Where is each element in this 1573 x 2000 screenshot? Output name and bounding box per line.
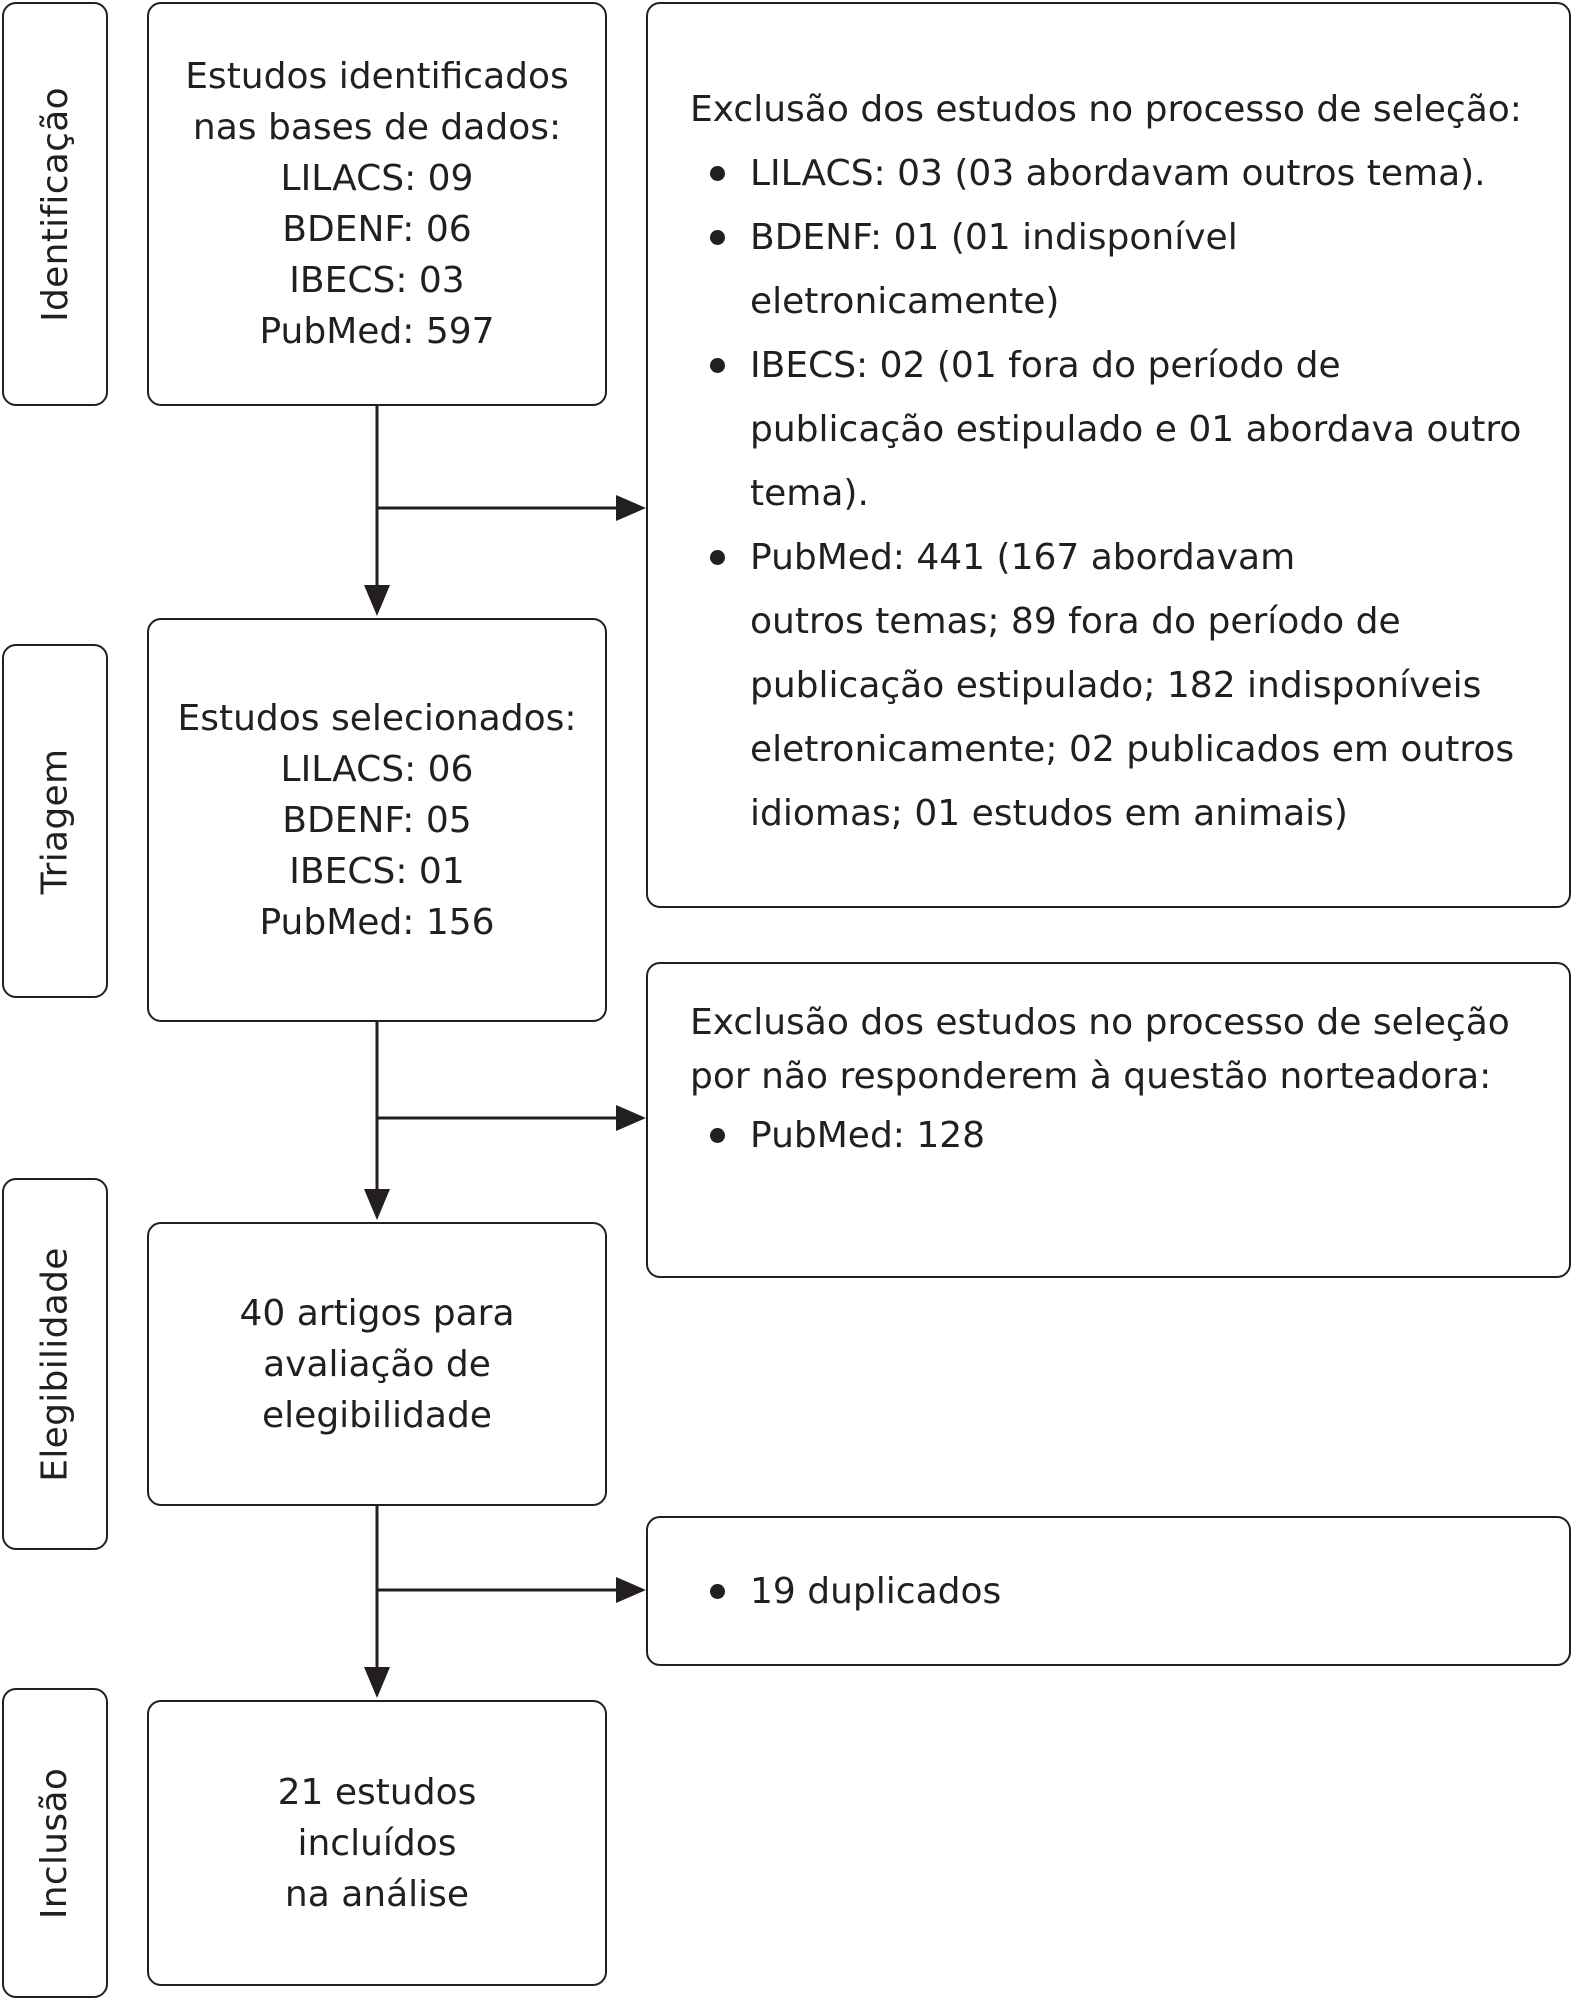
exclusion-item-line: 19 duplicados [750,1571,1002,1612]
exclusion2-list [700,1104,1551,1168]
selected-line: Estudos selecionados: [177,697,577,739]
phase-inclusao [2,1688,108,1998]
phase-inclusao-label: Inclusão [34,1767,76,1919]
phase-elegibilidade-label: Elegibilidade [34,1246,76,1482]
arrowhead-right [616,1577,646,1603]
exclusion-item-line: PubMed: 441 (167 abordavam [750,537,1296,578]
eligibility-box [147,1222,607,1506]
exclusion-item-line: LILACS: 03 (03 abordavam outros tema). [750,153,1486,194]
exclusion-box-duplicates [646,1516,1571,1666]
exclusion-item-line: publicação estipulado; 182 indisponíveis [750,665,1482,706]
selected-line: PubMed: 156 [259,901,495,943]
included-line: 21 estudos [277,1771,477,1813]
phase-identificacao [2,2,108,406]
identified-line: Estudos identificados [185,56,569,97]
eligibility-line: elegibilidade [262,1394,492,1436]
arrowhead-down [364,1667,390,1698]
identified-line: IBECS: 03 [289,260,465,301]
exclusion-box-guiding-question [646,962,1571,1278]
exclusion-item-pubmed [700,526,1551,846]
phase-triagem-label: Triagem [34,748,76,894]
exclusion3-item-duplicates [700,1560,1551,1624]
selected-studies-box [147,618,607,1022]
exclusion-item-line: tema). [750,473,869,514]
exclusion-item-line: publicação estipulado e 01 abordava outro [750,409,1522,450]
selected-line: IBECS: 01 [289,850,465,892]
included-line: incluídos [297,1822,457,1864]
eligibility-line: 40 artigos para [239,1292,515,1334]
exclusion-item-line: BDENF: 01 (01 indisponível [750,217,1238,258]
arrowhead-down [364,585,390,616]
selected-line: BDENF: 05 [282,799,472,841]
identified-line: BDENF: 06 [282,209,472,250]
phase-triagem [2,644,108,998]
exclusion2-heading-line: por não responderem à questão norteadora: [690,1056,1492,1097]
exclusion-item-bdenf [700,206,1551,334]
selected-line: LILACS: 06 [280,748,474,790]
exclusion-box-selection [646,2,1571,908]
identified-line: nas bases de dados: [192,107,562,148]
exclusion2-heading-line: Exclusão dos estudos no processo de seleção [690,1002,1510,1043]
identified-line: LILACS: 09 [280,158,474,199]
identified-line: PubMed: 597 [259,311,495,352]
exclusion-item-line: IBECS: 02 (01 fora do período de [750,345,1341,386]
included-line: na análise [284,1873,470,1915]
exclusion-item-line: idiomas; 01 estudos em animais) [750,793,1348,834]
eligibility-line: avaliação de [263,1343,491,1385]
exclusion-item-line: eletronicamente; 02 publicados em outros [750,729,1515,770]
arrowhead-right [616,1105,646,1131]
exclusion-list [700,142,1551,846]
exclusion-heading: Exclusão dos estudos no processo de seleção: [690,89,1522,130]
exclusion-item-line: PubMed: 128 [750,1115,986,1156]
included-box [147,1700,607,1986]
identified-studies-box [147,2,607,406]
exclusion3-list [700,1560,1551,1624]
phase-elegibilidade [2,1178,108,1550]
phase-identificacao-label: Identificação [34,86,76,322]
exclusion-item-lilacs [700,142,1551,206]
exclusion2-item-pubmed [700,1104,1551,1168]
exclusion-item-ibecs [700,334,1551,526]
arrowhead-right [616,495,646,521]
exclusion-item-line: eletronicamente) [750,281,1060,322]
exclusion-item-line: outros temas; 89 fora do período de [750,601,1401,642]
arrowhead-down [364,1189,390,1220]
